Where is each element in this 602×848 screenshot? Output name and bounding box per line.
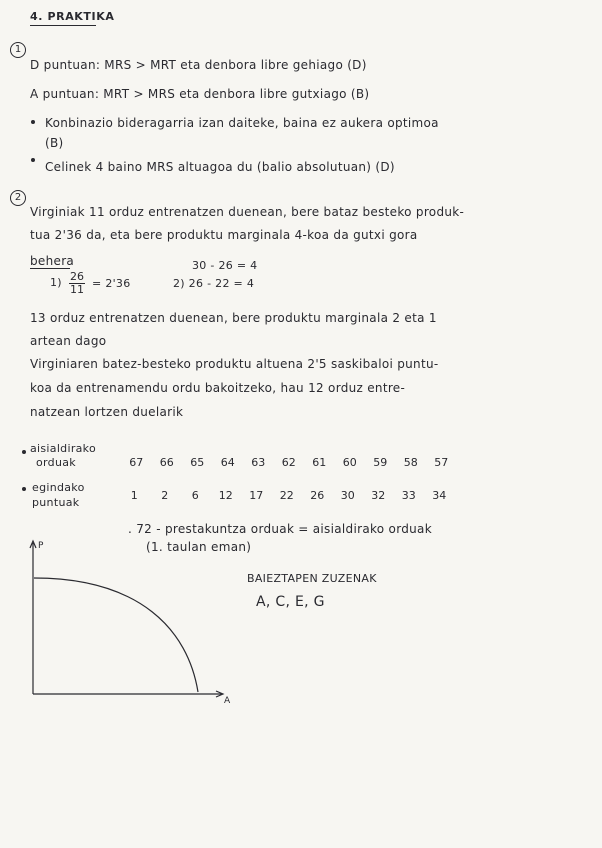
table-cell: 65	[190, 456, 205, 469]
table-cell: 60	[342, 456, 357, 469]
ppf-curve	[34, 578, 198, 692]
table-cell: 66	[159, 456, 174, 469]
calc-2: 2) 26 - 22 = 4	[173, 277, 255, 290]
table-cell: 30	[340, 489, 355, 502]
table-cell: 26	[310, 489, 325, 502]
s1-line-a: A puntuan: MRT > MRS eta denbora libre gutxiago (B)	[30, 87, 370, 101]
calc-1-denominator: 11	[70, 283, 84, 296]
s1-bullet-2-text: Celinek 4 baino MRS altuagoa du (balio absolutuan) (D)	[45, 160, 395, 174]
s2-p1-line-1: Virginiak 11 orduz entrenatzen duenean, bere bataz besteko produk-	[30, 205, 465, 219]
table-cell: 22	[279, 489, 294, 502]
section-1-number: 1	[10, 42, 26, 58]
table-cell: 32	[371, 489, 386, 502]
s2-p1-line-2: tua 2'36 da, eta bere produktu marginala 4-koa da gutxi gora	[30, 228, 418, 242]
calc-1-numerator: 26	[70, 270, 84, 283]
answers-list: A, C, E, G	[256, 594, 325, 610]
table-cell: 57	[434, 456, 449, 469]
table-cell: 63	[251, 456, 266, 469]
table-cell: 1	[130, 489, 138, 502]
s2-p2-line-2: artean dago	[30, 334, 107, 348]
s2-p2-line-1: 13 orduz entrenatzen duenean, bere produktu marginala 2 eta 1	[30, 311, 437, 325]
s2-p3-line-2: koa da entrenamendu ordu bakoitzeko, hau 12 orduz entre-	[30, 381, 406, 395]
table-cell: 59	[373, 456, 388, 469]
table-row-1-label-b: orduak	[36, 456, 76, 469]
page-title: 4. PRAKTIKA	[30, 10, 115, 23]
table-cell: 2	[161, 489, 169, 502]
table-cell: 33	[401, 489, 416, 502]
calc-2-top: 30 - 26 = 4	[192, 259, 258, 272]
hours-note: . 72 - prestakuntza orduak = aisialdirako orduak	[128, 522, 432, 536]
table-cell: 61	[312, 456, 327, 469]
answers-title: BAIEZTAPEN ZUZENAK	[247, 572, 377, 585]
table-row-2-label-b: puntuak	[32, 496, 80, 509]
table-cell: 58	[403, 456, 418, 469]
table-row-2-label-a: egindako	[32, 481, 85, 494]
table-cell: 62	[281, 456, 296, 469]
hours-note-sub: (1. taulan eman)	[146, 540, 252, 554]
s1-line-d: D puntuan: MRS > MRT eta denbora libre gehiago (D)	[30, 58, 367, 72]
table-cell: 17	[249, 489, 264, 502]
y-axis-label: P	[38, 541, 44, 551]
s2-p1-line-3: behera	[30, 254, 75, 268]
calc-1-result: = 2'36	[92, 277, 131, 290]
table-row-1-label-a: aisialdirako	[30, 442, 96, 455]
s2-p3-line-1: Virginiaren batez-besteko produktu altuena 2'5 saskibaloi puntu-	[30, 357, 439, 371]
table-cell: 67	[129, 456, 144, 469]
section-2-number: 2	[10, 190, 26, 206]
table-cell: 64	[220, 456, 235, 469]
table-cell: 34	[432, 489, 447, 502]
s2-p3-line-3: natzean lortzen duelarik	[30, 405, 184, 419]
x-axis-label: A	[224, 696, 231, 706]
table-cell: 6	[191, 489, 199, 502]
s1-bullet-1-text: Konbinazio bideragarria izan daiteke, baina ez aukera optimoa	[45, 116, 439, 130]
calc-1-label: 1)	[50, 276, 62, 289]
s1-bullet-1-answer: (B)	[45, 136, 64, 150]
table-cell: 12	[218, 489, 233, 502]
